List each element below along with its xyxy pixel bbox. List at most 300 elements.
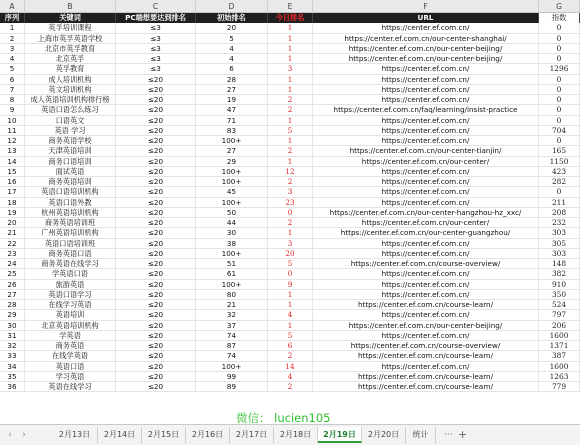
cell-today-rank[interactable]: 6 [268, 341, 313, 351]
cell-initial-rank[interactable]: 27 [196, 146, 268, 156]
cell-keyword[interactable]: 商务英语学校 [25, 136, 116, 146]
sheet-tab[interactable]: 统计 [406, 427, 436, 443]
cell-index[interactable]: 34 [0, 362, 25, 372]
column-header-b[interactable]: B [25, 0, 116, 13]
cell-initial-rank[interactable]: 100+ [196, 136, 268, 146]
cell-initial-rank[interactable]: 74 [196, 351, 268, 361]
cell-index[interactable]: 24 [0, 259, 25, 269]
cell-url[interactable]: https://center.ef.com.cn/ [313, 249, 539, 259]
cell-index[interactable]: 4 [0, 54, 25, 64]
cell-target-rank[interactable]: ≤3 [116, 23, 196, 33]
cell-url[interactable]: https://center.ef.com.cn/course-learn/ [313, 382, 539, 392]
cell-index-value[interactable]: 423 [539, 167, 580, 177]
cell-index-value[interactable]: 0 [539, 105, 580, 115]
table-row [0, 331, 580, 341]
cell-index-value[interactable]: 148 [539, 259, 580, 269]
cell-initial-rank[interactable]: 51 [196, 259, 268, 269]
cell-keyword[interactable]: 商务英语在线学习 [25, 259, 116, 269]
cell-index-value[interactable]: 387 [539, 351, 580, 361]
cell-index-value[interactable]: 282 [539, 177, 580, 187]
cell-initial-rank[interactable]: 74 [196, 331, 268, 341]
header-cell-keyword[interactable]: 关键词 [25, 13, 116, 23]
cell-url[interactable]: https://center.ef.com.cn/ [313, 198, 539, 208]
cell-today-rank[interactable]: 2 [268, 382, 313, 392]
cell-keyword[interactable]: 英文培训机构 [25, 85, 116, 95]
cell-initial-rank[interactable]: 99 [196, 372, 268, 382]
cell-target-rank[interactable]: ≤20 [116, 310, 196, 320]
sheet-tab[interactable]: 2月13日 [52, 427, 98, 443]
cell-url[interactable]: https://center.ef.com.cn/our-center-hangzhou-hz_xxc/ [313, 208, 539, 218]
cell-url[interactable]: https://center.ef.com.cn/course-learn/ [313, 300, 539, 310]
cell-target-rank[interactable]: ≤20 [116, 75, 196, 85]
cell-index[interactable]: 7 [0, 85, 25, 95]
cell-target-rank[interactable]: ≤20 [116, 157, 196, 167]
cell-target-rank[interactable]: ≤20 [116, 290, 196, 300]
cell-initial-rank[interactable]: 100+ [196, 249, 268, 259]
table-row [0, 239, 580, 249]
cell-today-rank[interactable]: 1 [268, 85, 313, 95]
cell-initial-rank[interactable]: 4 [196, 54, 268, 64]
cell-index[interactable]: 11 [0, 126, 25, 136]
cell-keyword[interactable]: 北京市英孚教育 [25, 44, 116, 54]
cell-index-value[interactable]: 1600 [539, 362, 580, 372]
cell-initial-rank[interactable]: 87 [196, 341, 268, 351]
cell-url[interactable]: https://center.ef.com.cn/ [313, 136, 539, 146]
cell-url[interactable]: https://center.ef.com.cn/ [313, 290, 539, 300]
table-row [0, 146, 580, 156]
cell-index-value[interactable]: 0 [539, 34, 580, 44]
table-row [0, 341, 580, 351]
cell-keyword[interactable]: 英孚教育 [25, 64, 116, 74]
cell-today-rank[interactable]: 0 [268, 269, 313, 279]
cell-today-rank[interactable]: 4 [268, 310, 313, 320]
cell-target-rank[interactable]: ≤20 [116, 228, 196, 238]
cell-today-rank[interactable]: 9 [268, 280, 313, 290]
cell-keyword[interactable]: 广州英语培训机构 [25, 228, 116, 238]
cell-index-value[interactable]: 704 [539, 126, 580, 136]
cell-initial-rank[interactable]: 44 [196, 218, 268, 228]
cell-initial-rank[interactable]: 20 [196, 23, 268, 33]
cell-today-rank[interactable]: 4 [268, 372, 313, 382]
chevron-right-icon[interactable]: › [22, 430, 26, 440]
cell-url[interactable]: https://center.ef.com.cn/ [313, 85, 539, 95]
table-row [0, 85, 580, 95]
cell-target-rank[interactable]: ≤20 [116, 321, 196, 331]
cell-index[interactable]: 36 [0, 382, 25, 392]
table-row [0, 34, 580, 44]
cell-keyword[interactable]: 天津英语培训 [25, 146, 116, 156]
cell-index-value[interactable]: 305 [539, 239, 580, 249]
cell-index-value[interactable]: 165 [539, 146, 580, 156]
cell-target-rank[interactable]: ≤20 [116, 372, 196, 382]
cell-index-value[interactable]: 0 [539, 23, 580, 33]
cell-url[interactable]: https://center.ef.com.cn/our-center-tianjin/ [313, 146, 539, 156]
cell-index[interactable]: 21 [0, 228, 25, 238]
cell-today-rank[interactable]: 1 [268, 54, 313, 64]
cell-index-value[interactable]: 524 [539, 300, 580, 310]
cell-keyword[interactable]: 口语英文 [25, 116, 116, 126]
table-row [0, 228, 580, 238]
cell-initial-rank[interactable]: 32 [196, 310, 268, 320]
cell-target-rank[interactable]: ≤20 [116, 95, 196, 105]
cell-url[interactable]: https://center.ef.com.cn/course-overview/ [313, 259, 539, 269]
cell-index-value[interactable]: 1371 [539, 341, 580, 351]
cell-initial-rank[interactable]: 5 [196, 34, 268, 44]
cell-index-value[interactable]: 0 [539, 95, 580, 105]
cell-today-rank[interactable]: 1 [268, 136, 313, 146]
cell-index-value[interactable]: 0 [539, 44, 580, 54]
table-row [0, 351, 580, 361]
cell-keyword[interactable]: 商务英语培训 [25, 177, 116, 187]
cell-keyword[interactable]: 成人培训机构 [25, 75, 116, 85]
cell-index[interactable]: 33 [0, 351, 25, 361]
cell-index-value[interactable]: 350 [539, 290, 580, 300]
table-row [0, 372, 580, 382]
cell-initial-rank[interactable]: 100+ [196, 280, 268, 290]
cell-keyword[interactable]: 英语口语培训机构 [25, 187, 116, 197]
cell-target-rank[interactable]: ≤20 [116, 105, 196, 115]
cell-keyword[interactable]: 学习英语 [25, 372, 116, 382]
cell-today-rank[interactable]: 2 [268, 105, 313, 115]
cell-index[interactable]: 20 [0, 218, 25, 228]
cell-today-rank[interactable]: 5 [268, 126, 313, 136]
cell-keyword[interactable]: 英语口语怎么练习 [25, 105, 116, 115]
cell-index-value[interactable]: 1600 [539, 331, 580, 341]
cell-index-value[interactable]: 0 [539, 116, 580, 126]
cell-target-rank[interactable]: ≤20 [116, 239, 196, 249]
more-tabs-icon[interactable]: ··· [444, 430, 453, 440]
table-row [0, 54, 580, 64]
sheet-tab[interactable]: 2月19日 [318, 427, 362, 443]
cell-index[interactable]: 29 [0, 310, 25, 320]
cell-url[interactable]: https://center.ef.com.cn/course-overview/ [313, 341, 539, 351]
table-row [0, 382, 580, 392]
cell-target-rank[interactable]: ≤20 [116, 249, 196, 259]
cell-keyword[interactable]: 英孚培训课程 [25, 23, 116, 33]
cell-url[interactable]: https://center.ef.com.cn/ [313, 239, 539, 249]
cell-keyword[interactable]: 北京英孚 [25, 54, 116, 64]
cell-keyword[interactable]: 杭州英语培训机构 [25, 208, 116, 218]
data-grid [0, 13, 580, 424]
cell-url[interactable]: https://center.ef.com.cn/our-center/ [313, 157, 539, 167]
cell-target-rank[interactable]: ≤20 [116, 259, 196, 269]
cell-today-rank[interactable]: 1 [268, 44, 313, 54]
cell-index-value[interactable]: 303 [539, 249, 580, 259]
cell-keyword[interactable]: 学英语 [25, 331, 116, 341]
column-header-d[interactable]: D [196, 0, 268, 13]
cell-initial-rank[interactable]: 21 [196, 300, 268, 310]
cell-url[interactable]: https://center.ef.com.cn/ [313, 362, 539, 372]
cell-url[interactable]: https://center.ef.com.cn/faq/learning/insist-practice [313, 105, 539, 115]
cell-url[interactable]: https://center.ef.com.cn/ [313, 126, 539, 136]
cell-url[interactable]: https://center.ef.com.cn/our-center/ [313, 218, 539, 228]
cell-index[interactable]: 3 [0, 44, 25, 54]
cell-today-rank[interactable]: 1 [268, 321, 313, 331]
cell-index[interactable]: 12 [0, 136, 25, 146]
cell-today-rank[interactable]: 2 [268, 146, 313, 156]
cell-index[interactable]: 2 [0, 34, 25, 44]
cell-initial-rank[interactable]: 30 [196, 228, 268, 238]
sheet-tab[interactable]: 2月15日 [142, 427, 186, 443]
cell-url[interactable]: https://center.ef.com.cn/our-center-shanghai/ [313, 34, 539, 44]
cell-index-value[interactable]: 382 [539, 269, 580, 279]
cell-index-value[interactable]: 0 [539, 187, 580, 197]
cell-url[interactable]: https://center.ef.com.cn/ [313, 331, 539, 341]
cell-target-rank[interactable]: ≤20 [116, 331, 196, 341]
cell-target-rank[interactable]: ≤20 [116, 280, 196, 290]
cell-url[interactable]: https://center.ef.com.cn/our-center-beijing/ [313, 54, 539, 64]
table-row [0, 290, 580, 300]
cell-target-rank[interactable]: ≤3 [116, 44, 196, 54]
cell-index[interactable]: 26 [0, 280, 25, 290]
table-row [0, 187, 580, 197]
cell-url[interactable]: https://center.ef.com.cn/ [313, 177, 539, 187]
cell-target-rank[interactable]: ≤3 [116, 64, 196, 74]
cell-index-value[interactable]: 0 [539, 75, 580, 85]
sheet-tab[interactable]: 2月16日 [186, 427, 230, 443]
cell-url[interactable]: https://center.ef.com.cn/ [313, 310, 539, 320]
column-header-a[interactable]: A [0, 0, 25, 13]
cell-url[interactable]: https://center.ef.com.cn/ [313, 23, 539, 33]
cell-target-rank[interactable]: ≤20 [116, 351, 196, 361]
table-row [0, 208, 580, 218]
cell-target-rank[interactable]: ≤20 [116, 126, 196, 136]
cell-url[interactable]: https://center.ef.com.cn/ [313, 187, 539, 197]
cell-target-rank[interactable]: ≤3 [116, 54, 196, 64]
cell-index[interactable]: 17 [0, 187, 25, 197]
cell-keyword[interactable]: 成人英语培训机构排行榜 [25, 95, 116, 105]
column-header-f[interactable]: F [313, 0, 539, 13]
cell-index[interactable]: 32 [0, 341, 25, 351]
cell-initial-rank[interactable]: 100+ [196, 362, 268, 372]
cell-target-rank[interactable]: ≤20 [116, 136, 196, 146]
cell-today-rank[interactable]: 2 [268, 177, 313, 187]
column-header-g[interactable]: G [539, 0, 580, 13]
cell-index-value[interactable]: 208 [539, 208, 580, 218]
sheet-tab[interactable]: 2月17日 [230, 427, 274, 443]
table-row [0, 95, 580, 105]
cell-initial-rank[interactable]: 6 [196, 64, 268, 74]
table-row [0, 249, 580, 259]
cell-index-value[interactable]: 206 [539, 321, 580, 331]
sheet-tab[interactable]: 2月20日 [362, 427, 406, 443]
cell-index[interactable]: 6 [0, 75, 25, 85]
cell-keyword[interactable]: 英语口语 [25, 362, 116, 372]
cell-index[interactable]: 27 [0, 290, 25, 300]
cell-keyword[interactable]: 英语 学习 [25, 126, 116, 136]
cell-today-rank[interactable]: 1 [268, 290, 313, 300]
cell-initial-rank[interactable]: 71 [196, 116, 268, 126]
cell-initial-rank[interactable]: 50 [196, 208, 268, 218]
cell-today-rank[interactable]: 12 [268, 167, 313, 177]
cell-keyword[interactable]: 旅游英语 [25, 280, 116, 290]
cell-index[interactable]: 9 [0, 105, 25, 115]
header-cell-url[interactable]: URL [313, 13, 539, 23]
cell-target-rank[interactable]: ≤20 [116, 198, 196, 208]
cell-keyword[interactable]: 上海市英孚英语学校 [25, 34, 116, 44]
cell-keyword[interactable]: 商务英语口语 [25, 249, 116, 259]
cell-index-value[interactable]: 1296 [539, 64, 580, 74]
cell-keyword[interactable]: 商务口语培训 [25, 157, 116, 167]
cell-initial-rank[interactable]: 29 [196, 157, 268, 167]
cell-today-rank[interactable]: 1 [268, 116, 313, 126]
cell-url[interactable]: https://center.ef.com.cn/ [313, 64, 539, 74]
cell-index-value[interactable]: 0 [539, 85, 580, 95]
cell-initial-rank[interactable]: 37 [196, 321, 268, 331]
cell-index-value[interactable]: 211 [539, 198, 580, 208]
cell-url[interactable]: https://center.ef.com.cn/our-center-beijing/ [313, 44, 539, 54]
cell-target-rank[interactable]: ≤20 [116, 146, 196, 156]
cell-url[interactable]: https://center.ef.com.cn/ [313, 95, 539, 105]
column-header-c[interactable]: C [116, 0, 196, 13]
cell-target-rank[interactable]: ≤20 [116, 300, 196, 310]
header-cell-initial-rank[interactable]: 初始排名 [196, 13, 268, 23]
cell-index-value[interactable]: 1263 [539, 372, 580, 382]
cell-url[interactable]: https://center.ef.com.cn/ [313, 280, 539, 290]
cell-index-value[interactable]: 1150 [539, 157, 580, 167]
cell-index[interactable]: 14 [0, 157, 25, 167]
cell-keyword[interactable]: 学英语口语 [25, 269, 116, 279]
cell-target-rank[interactable]: ≤20 [116, 362, 196, 372]
cell-url[interactable]: https://center.ef.com.cn/our-center-guangzhou/ [313, 228, 539, 238]
cell-initial-rank[interactable]: 100+ [196, 177, 268, 187]
cell-index-value[interactable]: 779 [539, 382, 580, 392]
cell-today-rank[interactable]: 1 [268, 75, 313, 85]
cell-index[interactable]: 15 [0, 167, 25, 177]
cell-target-rank[interactable]: ≤20 [116, 177, 196, 187]
cell-today-rank[interactable]: 2 [268, 351, 313, 361]
cell-keyword[interactable]: 商务英语 [25, 341, 116, 351]
cell-index[interactable]: 16 [0, 177, 25, 187]
header-cell-index[interactable]: 序列 [0, 13, 25, 23]
cell-index-value[interactable]: 0 [539, 54, 580, 64]
cell-index-value[interactable]: 303 [539, 228, 580, 238]
cell-index-value[interactable]: 910 [539, 280, 580, 290]
cell-index[interactable]: 22 [0, 239, 25, 249]
cell-initial-rank[interactable]: 19 [196, 95, 268, 105]
cell-index[interactable]: 19 [0, 208, 25, 218]
cell-index[interactable]: 1 [0, 23, 25, 33]
cell-url[interactable]: https://center.ef.com.cn/our-center-beijing/ [313, 321, 539, 331]
cell-today-rank[interactable]: 1 [268, 228, 313, 238]
cell-initial-rank[interactable]: 28 [196, 75, 268, 85]
sheet-tab[interactable]: 2月14日 [98, 427, 142, 443]
cell-index[interactable]: 25 [0, 269, 25, 279]
column-header-e[interactable]: E [268, 0, 313, 13]
cell-keyword[interactable]: 英语培训 [25, 310, 116, 320]
cell-index[interactable]: 35 [0, 372, 25, 382]
cell-keyword[interactable]: 在线学习英语 [25, 300, 116, 310]
cell-keyword[interactable]: 北京英语培训机构 [25, 321, 116, 331]
cell-index[interactable]: 30 [0, 321, 25, 331]
cell-target-rank[interactable]: ≤20 [116, 382, 196, 392]
cell-keyword[interactable]: 英语口语培训班 [25, 239, 116, 249]
cell-index[interactable]: 18 [0, 198, 25, 208]
cell-today-rank[interactable]: 1 [268, 23, 313, 33]
chevron-left-icon[interactable]: ‹ [8, 430, 12, 440]
cell-target-rank[interactable]: ≤20 [116, 85, 196, 95]
cell-url[interactable]: https://center.ef.com.cn/ [313, 167, 539, 177]
cell-initial-rank[interactable]: 47 [196, 105, 268, 115]
cell-today-rank[interactable]: 1 [268, 300, 313, 310]
cell-today-rank[interactable]: 1 [268, 34, 313, 44]
cell-today-rank[interactable]: 2 [268, 95, 313, 105]
cell-index-value[interactable]: 797 [539, 310, 580, 320]
cell-index-value[interactable]: 0 [539, 136, 580, 146]
cell-url[interactable]: https://center.ef.com.cn/course-learn/ [313, 372, 539, 382]
cell-url[interactable]: https://center.ef.com.cn/ [313, 269, 539, 279]
cell-target-rank[interactable]: ≤20 [116, 269, 196, 279]
header-cell-target-rank[interactable]: PC端想要达到排名 [116, 13, 196, 23]
table-row [0, 218, 580, 228]
cell-initial-rank[interactable]: 100+ [196, 198, 268, 208]
cell-target-rank[interactable]: ≤20 [116, 208, 196, 218]
cell-target-rank[interactable]: ≤20 [116, 218, 196, 228]
cell-keyword[interactable]: 面试英语 [25, 167, 116, 177]
cell-index[interactable]: 10 [0, 116, 25, 126]
cell-today-rank[interactable]: 3 [268, 239, 313, 249]
cell-index[interactable]: 13 [0, 146, 25, 156]
cell-index[interactable]: 8 [0, 95, 25, 105]
cell-today-rank[interactable]: 23 [268, 198, 313, 208]
cell-initial-rank[interactable]: 89 [196, 382, 268, 392]
cell-today-rank[interactable]: 1 [268, 157, 313, 167]
table-row [0, 136, 580, 146]
cell-today-rank[interactable]: 20 [268, 249, 313, 259]
cell-url[interactable]: https://center.ef.com.cn/course-learn/ [313, 351, 539, 361]
cell-keyword[interactable]: 商务英语培训班 [25, 218, 116, 228]
cell-index[interactable]: 5 [0, 64, 25, 74]
cell-initial-rank[interactable]: 38 [196, 239, 268, 249]
header-cell-today-rank[interactable]: 今日排名 [268, 13, 313, 23]
cell-index-value[interactable]: 232 [539, 218, 580, 228]
header-cell-index-value[interactable]: 指数 [539, 13, 580, 23]
cell-initial-rank[interactable]: 4 [196, 44, 268, 54]
cell-today-rank[interactable]: 3 [268, 187, 313, 197]
cell-index[interactable]: 28 [0, 300, 25, 310]
cell-keyword[interactable]: 英语口语学习 [25, 290, 116, 300]
cell-target-rank[interactable]: ≤20 [116, 167, 196, 177]
table-row [0, 280, 580, 290]
cell-index[interactable]: 31 [0, 331, 25, 341]
cell-today-rank[interactable]: 5 [268, 331, 313, 341]
cell-url[interactable]: https://center.ef.com.cn/ [313, 116, 539, 126]
cell-today-rank[interactable]: 5 [268, 259, 313, 269]
cell-keyword[interactable]: 英语在线学习 [25, 382, 116, 392]
cell-today-rank[interactable]: 2 [268, 218, 313, 228]
cell-target-rank[interactable]: ≤20 [116, 187, 196, 197]
cell-initial-rank[interactable]: 45 [196, 187, 268, 197]
sheet-tab[interactable]: 2月18日 [274, 427, 318, 443]
cell-target-rank[interactable]: ≤3 [116, 34, 196, 44]
cell-today-rank[interactable]: 3 [268, 64, 313, 74]
cell-today-rank[interactable]: 14 [268, 362, 313, 372]
cell-target-rank[interactable]: ≤20 [116, 116, 196, 126]
cell-keyword[interactable]: 英语口语外教 [25, 198, 116, 208]
cell-initial-rank[interactable]: 80 [196, 290, 268, 300]
cell-today-rank[interactable]: 0 [268, 208, 313, 218]
cell-initial-rank[interactable]: 83 [196, 126, 268, 136]
table-row [0, 157, 580, 167]
cell-keyword[interactable]: 在线学英语 [25, 351, 116, 361]
cell-initial-rank[interactable]: 27 [196, 85, 268, 95]
cell-url[interactable]: https://center.ef.com.cn/ [313, 75, 539, 85]
cell-index[interactable]: 23 [0, 249, 25, 259]
cell-initial-rank[interactable]: 61 [196, 269, 268, 279]
cell-initial-rank[interactable]: 100+ [196, 167, 268, 177]
add-sheet-button[interactable]: + [458, 428, 468, 441]
cell-target-rank[interactable]: ≤20 [116, 341, 196, 351]
